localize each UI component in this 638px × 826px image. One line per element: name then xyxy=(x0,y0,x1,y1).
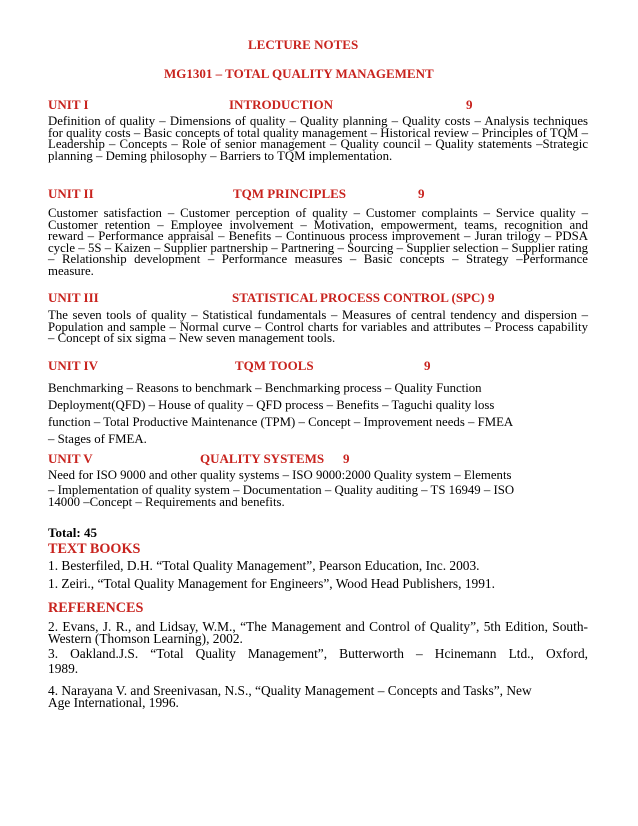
references-heading: REFERENCES xyxy=(48,600,144,616)
reference-item: 1989. xyxy=(48,661,79,676)
text-book-item: 1. Zeiri., “Total Quality Management for Engineers”, Wood Head Publishers, 1991. xyxy=(48,576,495,591)
unit-5-line: Need for ISO 9000 and other quality systems – ISO 9000:2000 Quality system – Elements xyxy=(48,468,512,482)
text-books-heading: TEXT BOOKS xyxy=(48,541,141,557)
unit-4-syllabus xyxy=(48,380,588,448)
reference-item: 2. Evans, J. R., and Lidsay, W.M., “The Management and Control of Quality”, 5th Edition, South-Western (Thomson Learning), 2002. xyxy=(48,619,588,646)
reference-item: 3. Oakland.J.S. “Total Quality Management”, Butterworth – Hcinemann Ltd., Oxford, xyxy=(48,646,588,661)
unit-5-hours: 9 xyxy=(343,451,350,466)
unit-4-line: Benchmarking – Reasons to benchmark – Benchmarking process – Quality Function xyxy=(48,381,482,395)
unit-5-syllabus xyxy=(48,468,588,508)
reference-item: Age International, 1996. xyxy=(48,695,179,710)
unit-5-label: UNIT V xyxy=(48,451,93,466)
unit-3-syllabus: The seven tools of quality – Statistical fundamentals – Measures of central tendency and dispersion – Population and sample – Normal curve – Control charts for variables and attributes – Process capability – Concept of six sigma – New seven management tools. xyxy=(48,308,588,345)
unit-4-line: Deployment(QFD) – House of quality – QFD process – Benefits – Taguchi quality loss xyxy=(48,398,495,412)
unit-2-syllabus: Customer satisfaction – Customer perception of quality – Customer complaints – Service quality –Customer retention – Employee involvement – Motivation, empowerment, teams, recognition and reward – Performance appraisal – Benefits – Continuous process improvement – Juran trilogy – PDSA cycle – 5S – Kaizen – Supplier partnership – Partnering – Sourcing – Supplier selection – Supplier rating – Relationship development – Performance measures – Basic concepts – Strategy –Performance measure. xyxy=(48,206,588,278)
unit-3-name: STATISTICAL PROCESS CONTROL (SPC) 9 xyxy=(232,290,495,305)
text-book-item: 1. Besterfiled, D.H. “Total Quality Management”, Pearson Education, Inc. 2003. xyxy=(48,558,480,573)
unit-5-line: 14000 –Concept – Requirements and benefits. xyxy=(48,495,285,509)
unit-5-name: QUALITY SYSTEMS xyxy=(200,451,325,466)
unit-2-label: UNIT II xyxy=(48,186,94,201)
unit-1-syllabus: Definition of quality – Dimensions of quality – Quality planning – Quality costs – Analysis techniques for quality costs – Basic concepts of total quality management – Historical review – Principles of TQM – Leadership – Concepts – Role of senior management – Quality council – Quality statements –Strategic planning – Deming philosophy – Barriers to TQM implementation. xyxy=(48,114,588,163)
unit-4-name: TQM TOOLS xyxy=(235,358,314,373)
unit-2-hours: 9 xyxy=(418,186,425,201)
unit-1-label: UNIT I xyxy=(48,97,89,112)
unit-3-label: UNIT III xyxy=(48,290,99,305)
page-title: LECTURE NOTES xyxy=(248,37,359,52)
course-title: MG1301 – TOTAL QUALITY MANAGEMENT xyxy=(164,66,434,81)
reference-item: 4. Narayana V. and Sreenivasan, N.S., “Quality Management – Concepts and Tasks”, New xyxy=(48,683,532,698)
unit-5-line: – Implementation of quality system – Documentation – Quality auditing – TS 16949 – ISO xyxy=(48,482,515,497)
unit-4-line: function – Total Productive Maintenance (TPM) – Concept – Improvement needs – FMEA xyxy=(48,415,514,429)
unit-4-hours: 9 xyxy=(424,358,431,373)
total-hours: Total: 45 xyxy=(48,525,97,540)
unit-4-line: – Stages of FMEA. xyxy=(48,432,147,446)
unit-4-label: UNIT IV xyxy=(48,358,98,373)
unit-1-hours: 9 xyxy=(466,97,473,112)
unit-1-name: INTRODUCTION xyxy=(229,97,334,112)
unit-2-name: TQM PRINCIPLES xyxy=(233,186,347,201)
